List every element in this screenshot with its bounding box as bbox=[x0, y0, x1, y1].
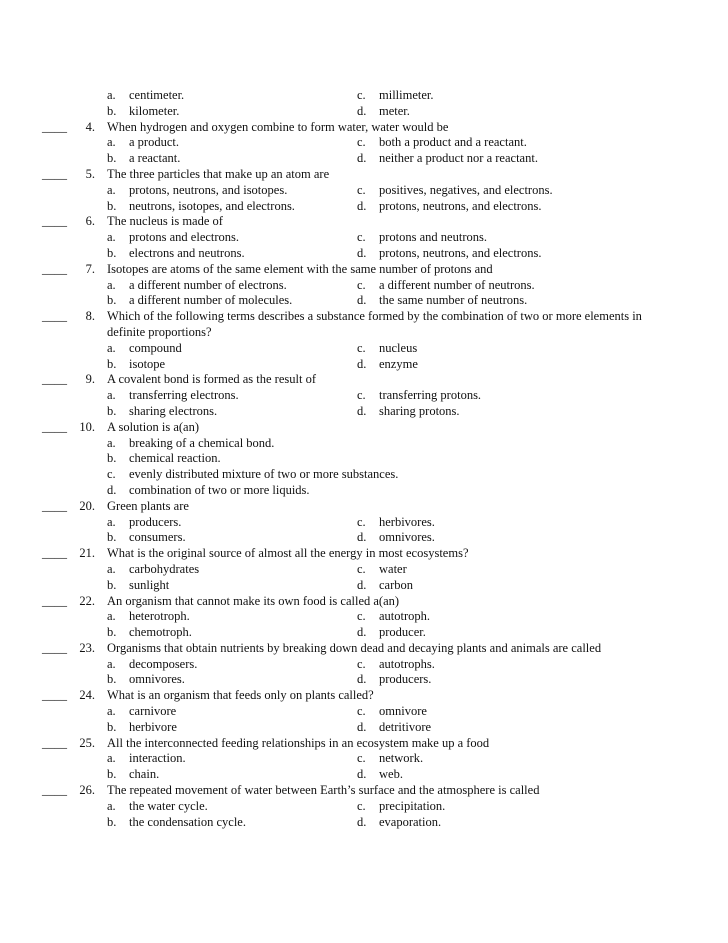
question-number: 21. bbox=[79, 546, 95, 561]
option-text: protons, neutrons, and isotopes. bbox=[129, 182, 288, 197]
option-text: evaporation. bbox=[379, 814, 442, 829]
option-letter: d. bbox=[357, 403, 367, 418]
options-row bbox=[0, 515, 728, 531]
option-letter: c. bbox=[357, 798, 366, 813]
question-block bbox=[0, 641, 728, 688]
question-number: 4. bbox=[85, 119, 95, 134]
option-text: carnivore bbox=[129, 704, 177, 719]
option-text: autotrophs. bbox=[379, 656, 435, 671]
option-text: protons and electrons. bbox=[129, 230, 240, 245]
question-number: 22. bbox=[79, 593, 95, 608]
question-stem-row bbox=[0, 420, 728, 436]
question-text: A solution is a(an) bbox=[107, 419, 200, 434]
option-letter: d. bbox=[357, 767, 367, 782]
option-letter: c. bbox=[357, 751, 366, 766]
options-row bbox=[0, 467, 728, 483]
question-stem-row bbox=[0, 262, 728, 278]
question-number: 25. bbox=[79, 735, 95, 750]
option-text: centimeter. bbox=[129, 88, 185, 102]
question-number: 10. bbox=[79, 419, 95, 434]
option-letter: b. bbox=[107, 245, 117, 260]
option-text: omnivores. bbox=[129, 672, 185, 687]
option-text: producers. bbox=[379, 672, 432, 687]
option-letter: b. bbox=[107, 451, 117, 466]
option-letter: b. bbox=[107, 672, 117, 687]
option-text: both a product and a reactant. bbox=[379, 135, 527, 150]
option-text: millimeter. bbox=[379, 88, 434, 102]
option-text: enzyme bbox=[379, 356, 418, 371]
option-letter: d. bbox=[357, 198, 367, 213]
option-letter: d. bbox=[357, 625, 367, 640]
option-text: transferring protons. bbox=[379, 388, 482, 403]
question-text: All the interconnected feeding relationships in an ecosystem make up a food bbox=[107, 735, 490, 750]
question-text: Which of the following terms describes a substance formed by the combination of two or more elements in bbox=[107, 309, 642, 324]
options-row bbox=[0, 88, 728, 104]
option-text: network. bbox=[379, 751, 424, 766]
option-text: transferring electrons. bbox=[129, 388, 239, 403]
question-text: Green plants are bbox=[107, 498, 189, 513]
question-stem-row bbox=[0, 214, 728, 230]
question-stem-row bbox=[0, 120, 728, 136]
option-text: a product. bbox=[129, 135, 179, 150]
option-text: chain. bbox=[129, 767, 160, 782]
option-text: omnivores. bbox=[379, 530, 435, 545]
option-letter: d. bbox=[357, 245, 367, 260]
option-text: positives, negatives, and electrons. bbox=[379, 182, 553, 197]
question-block bbox=[0, 499, 728, 546]
options-row bbox=[0, 704, 728, 720]
option-letter: c. bbox=[357, 88, 366, 102]
options-row bbox=[0, 451, 728, 467]
options-row bbox=[0, 404, 728, 420]
question-stem-row bbox=[0, 688, 728, 704]
question-number: 9. bbox=[85, 372, 95, 387]
option-letter: c. bbox=[357, 277, 366, 292]
question-block bbox=[0, 372, 728, 419]
options-row bbox=[0, 293, 728, 309]
options-row bbox=[0, 815, 728, 831]
answer-blank: ____ bbox=[42, 546, 67, 561]
option-letter: a. bbox=[107, 435, 116, 450]
question-number: 24. bbox=[79, 688, 95, 703]
option-letter: b. bbox=[107, 151, 117, 166]
options-row bbox=[0, 625, 728, 641]
question-text: An organism that cannot make its own food is called a(an) bbox=[107, 593, 400, 608]
question-number: 7. bbox=[85, 261, 95, 276]
question-block bbox=[0, 309, 728, 372]
option-text: heterotroph. bbox=[129, 609, 190, 624]
option-text: autotroph. bbox=[379, 609, 431, 624]
options-row bbox=[0, 246, 728, 262]
option-text: chemical reaction. bbox=[129, 451, 221, 466]
option-letter: a. bbox=[107, 182, 116, 197]
question-number: 20. bbox=[79, 498, 95, 513]
option-text: sharing electrons. bbox=[129, 403, 218, 418]
option-letter: d. bbox=[107, 482, 117, 497]
question-stem-row bbox=[0, 736, 728, 752]
option-letter: a. bbox=[107, 340, 116, 355]
question-stem-row bbox=[0, 325, 728, 341]
option-letter: d. bbox=[357, 719, 367, 734]
question-text: Isotopes are atoms of the same element with the same number of protons and bbox=[107, 261, 493, 276]
options-row bbox=[0, 199, 728, 215]
option-letter: c. bbox=[357, 656, 366, 671]
option-letter: a. bbox=[107, 230, 116, 245]
option-letter: c. bbox=[357, 609, 366, 624]
option-text: omnivore bbox=[379, 704, 427, 719]
option-text: herbivore bbox=[129, 719, 177, 734]
question-block bbox=[0, 214, 728, 261]
options-row bbox=[0, 530, 728, 546]
option-letter: b. bbox=[107, 530, 117, 545]
option-letter: b. bbox=[107, 293, 117, 308]
answer-blank: ____ bbox=[42, 688, 67, 703]
option-text: the water cycle. bbox=[129, 798, 208, 813]
option-text: meter. bbox=[379, 103, 410, 118]
question-text: When hydrogen and oxygen combine to form water, water would be bbox=[107, 119, 449, 134]
question-text: The nucleus is made of bbox=[107, 214, 223, 229]
question-stem-row bbox=[0, 594, 728, 610]
question-number: 8. bbox=[85, 309, 95, 324]
options-row bbox=[0, 104, 728, 120]
question-text: The three particles that make up an atom are bbox=[107, 166, 330, 181]
option-text: the condensation cycle. bbox=[129, 814, 246, 829]
options-row bbox=[0, 657, 728, 673]
options-row bbox=[0, 799, 728, 815]
option-text: decomposers. bbox=[129, 656, 198, 671]
option-letter: a. bbox=[107, 656, 116, 671]
options-row bbox=[0, 151, 728, 167]
option-text: sunlight bbox=[129, 577, 170, 592]
option-letter: c. bbox=[357, 182, 366, 197]
option-letter: a. bbox=[107, 88, 116, 102]
question-stem-row bbox=[0, 167, 728, 183]
answer-blank: ____ bbox=[42, 640, 67, 655]
option-letter: a. bbox=[107, 561, 116, 576]
option-text: protons, neutrons, and electrons. bbox=[379, 245, 542, 260]
options-row bbox=[0, 230, 728, 246]
option-text: the same number of neutrons. bbox=[379, 293, 528, 308]
option-letter: d. bbox=[357, 151, 367, 166]
option-letter: a. bbox=[107, 388, 116, 403]
question-number: 5. bbox=[85, 166, 95, 181]
question-block bbox=[0, 688, 728, 735]
question-block bbox=[0, 167, 728, 214]
option-text: a different number of neutrons. bbox=[379, 277, 535, 292]
option-text: protons, neutrons, and electrons. bbox=[379, 198, 542, 213]
question-stem-row bbox=[0, 309, 728, 325]
option-letter: a. bbox=[107, 704, 116, 719]
question-stem-row bbox=[0, 783, 728, 799]
question-text: Organisms that obtain nutrients by breaking down dead and decaying plants and animals are called bbox=[107, 640, 602, 655]
option-letter: d. bbox=[357, 577, 367, 592]
question-stem-row bbox=[0, 499, 728, 515]
question-text: What is an organism that feeds only on plants called? bbox=[107, 688, 374, 703]
options-row bbox=[0, 578, 728, 594]
answer-blank: ____ bbox=[42, 309, 67, 324]
options-row bbox=[0, 720, 728, 736]
question-text: What is the original source of almost all the energy in most ecosystems? bbox=[107, 546, 469, 561]
option-letter: c. bbox=[357, 514, 366, 529]
option-text: detritivore bbox=[379, 719, 432, 734]
question-number: 6. bbox=[85, 214, 95, 229]
options-row bbox=[0, 135, 728, 151]
options-row bbox=[0, 609, 728, 625]
question-stem-row bbox=[0, 546, 728, 562]
options-row bbox=[0, 183, 728, 199]
option-text: protons and neutrons. bbox=[379, 230, 487, 245]
answer-blank: ____ bbox=[42, 372, 67, 387]
option-text: precipitation. bbox=[379, 798, 446, 813]
option-letter: b. bbox=[107, 814, 117, 829]
question-block bbox=[0, 783, 728, 830]
answer-blank: ____ bbox=[42, 419, 67, 434]
answer-blank: ____ bbox=[42, 261, 67, 276]
option-letter: a. bbox=[107, 277, 116, 292]
options-row bbox=[0, 278, 728, 294]
option-letter: d. bbox=[357, 530, 367, 545]
option-letter: b. bbox=[107, 403, 117, 418]
option-letter: b. bbox=[107, 625, 117, 640]
option-letter: d. bbox=[357, 356, 367, 371]
options-row bbox=[0, 483, 728, 499]
options-row bbox=[0, 436, 728, 452]
option-letter: b. bbox=[107, 198, 117, 213]
answer-blank: ____ bbox=[42, 166, 67, 181]
question-block bbox=[0, 262, 728, 309]
option-text: consumers. bbox=[129, 530, 186, 545]
options-row bbox=[0, 388, 728, 404]
question-stem-row bbox=[0, 641, 728, 657]
option-letter: c. bbox=[357, 340, 366, 355]
option-letter: c. bbox=[357, 230, 366, 245]
option-text: isotope bbox=[129, 356, 166, 371]
answer-blank: ____ bbox=[42, 214, 67, 229]
answer-blank: ____ bbox=[42, 783, 67, 798]
option-letter: a. bbox=[107, 135, 116, 150]
option-text: producer. bbox=[379, 625, 426, 640]
option-letter: b. bbox=[107, 356, 117, 371]
options-row bbox=[0, 357, 728, 373]
option-text: carbohydrates bbox=[129, 561, 200, 576]
option-text: combination of two or more liquids. bbox=[129, 482, 310, 497]
option-text: evenly distributed mixture of two or more substances. bbox=[129, 467, 399, 482]
question-block bbox=[0, 736, 728, 783]
options-row bbox=[0, 341, 728, 357]
option-text: neither a product nor a reactant. bbox=[379, 151, 538, 166]
question-number: 23. bbox=[79, 640, 95, 655]
option-text: a different number of electrons. bbox=[129, 277, 287, 292]
option-text: a different number of molecules. bbox=[129, 293, 293, 308]
question-text: definite proportions? bbox=[107, 324, 212, 339]
answer-blank: ____ bbox=[42, 119, 67, 134]
option-letter: a. bbox=[107, 751, 116, 766]
option-text: compound bbox=[129, 340, 182, 355]
question-block bbox=[0, 88, 728, 120]
quiz-page bbox=[0, 88, 728, 830]
option-text: electrons and neutrons. bbox=[129, 245, 245, 260]
option-text: nucleus bbox=[379, 340, 418, 355]
question-text: A covalent bond is formed as the result of bbox=[107, 372, 316, 387]
option-letter: a. bbox=[107, 609, 116, 624]
answer-blank: ____ bbox=[42, 498, 67, 513]
options-row bbox=[0, 672, 728, 688]
answer-blank: ____ bbox=[42, 593, 67, 608]
option-letter: b. bbox=[107, 719, 117, 734]
option-text: herbivores. bbox=[379, 514, 435, 529]
option-letter: a. bbox=[107, 514, 116, 529]
option-letter: d. bbox=[357, 103, 367, 118]
question-block bbox=[0, 120, 728, 167]
option-text: sharing protons. bbox=[379, 403, 460, 418]
option-text: a reactant. bbox=[129, 151, 181, 166]
question-block bbox=[0, 594, 728, 641]
option-letter: d. bbox=[357, 814, 367, 829]
option-letter: d. bbox=[357, 672, 367, 687]
option-letter: a. bbox=[107, 798, 116, 813]
option-text: breaking of a chemical bond. bbox=[129, 435, 275, 450]
option-letter: b. bbox=[107, 577, 117, 592]
option-text: web. bbox=[379, 767, 403, 782]
answer-blank: ____ bbox=[42, 735, 67, 750]
options-row bbox=[0, 751, 728, 767]
option-letter: c. bbox=[357, 388, 366, 403]
option-text: kilometer. bbox=[129, 103, 180, 118]
question-text: The repeated movement of water between Earth’s surface and the atmosphere is called bbox=[107, 783, 540, 798]
question-block bbox=[0, 546, 728, 593]
option-letter: c. bbox=[357, 561, 366, 576]
option-text: chemotroph. bbox=[129, 625, 192, 640]
option-letter: c. bbox=[357, 135, 366, 150]
option-letter: c. bbox=[357, 704, 366, 719]
option-text: producers. bbox=[129, 514, 182, 529]
option-text: neutrons, isotopes, and electrons. bbox=[129, 198, 295, 213]
option-letter: c. bbox=[107, 467, 116, 482]
options-row bbox=[0, 767, 728, 783]
option-letter: b. bbox=[107, 103, 117, 118]
option-letter: b. bbox=[107, 767, 117, 782]
option-text: interaction. bbox=[129, 751, 186, 766]
option-letter: d. bbox=[357, 293, 367, 308]
question-number: 26. bbox=[79, 783, 95, 798]
question-stem-row bbox=[0, 372, 728, 388]
option-text: carbon bbox=[379, 577, 414, 592]
option-text: water bbox=[379, 561, 407, 576]
question-block bbox=[0, 420, 728, 499]
options-row bbox=[0, 562, 728, 578]
